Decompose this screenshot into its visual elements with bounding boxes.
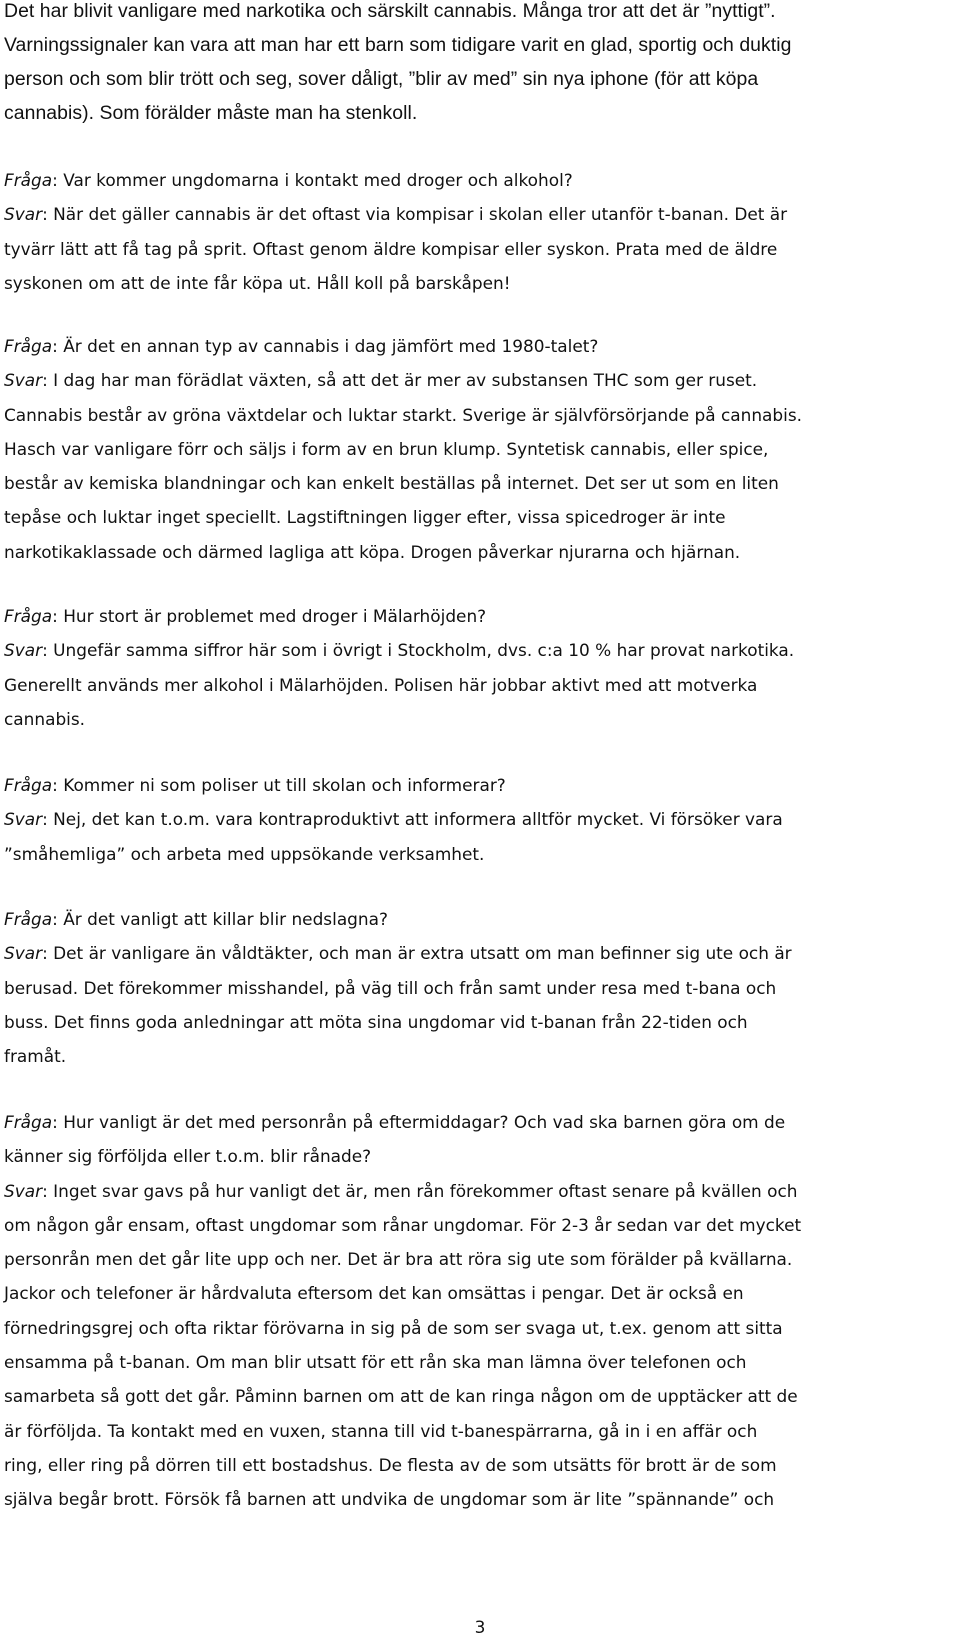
answer: Svar: Inget svar gavs på hur vanligt det är, men rån förekommer oftast senare på kvällen och [4, 1180, 798, 1201]
question: Fråga: Var kommer ungdomarna i kontakt med droger och alkohol? [4, 170, 573, 190]
qa-block-3 [4, 599, 956, 736]
answer-line: tyvärr lätt att få tag på sprit. Oftast genom äldre kompisar eller syskon. Prata med de äldre [4, 238, 778, 259]
intro-line: person och som blir trött och seg, sover dåligt, ”blir av med” sin nya iphone (för att köpa [4, 68, 759, 90]
answer-line: cannabis. [4, 708, 86, 729]
answer: Svar: Ungefär samma siffror här som i övrigt i Stockholm, dvs. c:a 10 % har provat narkotika. [4, 640, 795, 661]
answer-line: Generellt används mer alkohol i Mälarhöjden. Polisen här jobbar aktivt med att motverka [4, 674, 758, 695]
answer-line: samarbeta så gott det går. Påminn barnen om att de kan ringa någon om de upptäcker att de [4, 1386, 798, 1407]
answer-line: Hasch var vanligare förr och säljs i form av en brun klump. Syntetisk cannabis, eller spice, [4, 438, 769, 459]
answer-line: ensamma på t-banan. Om man blir utsatt för ett rån ska man lämna över telefonen och [4, 1352, 747, 1373]
answer-line: om någon går ensam, oftast ungdomar som rånar ungdomar. För 2-3 år sedan var det mycket [4, 1214, 802, 1235]
answer: Svar: I dag har man förädlat växten, så att det är mer av substansen THC som ger ruset. [4, 370, 758, 391]
answer-label: Svar [4, 943, 43, 964]
answer-text: Nej, det kan t.o.m. vara kontraproduktivt att informera alltför mycket. Vi försöker vara [53, 809, 783, 830]
answer-line: narkotikaklassade och därmed lagliga att köpa. Drogen påverkar njurarna och hjärnan. [4, 541, 741, 562]
answer-line: själva begår brott. Försök få barnen att undvika de ungdomar som är lite ”spännande” och [4, 1489, 775, 1510]
question-text: Hur stort är problemet med droger i Mälarhöjden? [63, 606, 487, 626]
intro-line: Det har blivit vanligare med narkotika och särskilt cannabis. Många tror att det är ”nyttigt”. [4, 0, 776, 22]
answer: Svar: När det gäller cannabis är det oftast via kompisar i skolan eller utanför t-banan. Det är [4, 204, 788, 225]
answer-line: ring, eller ring på dörren till ett bostadshus. De flesta av de som utsätts för brott är de som [4, 1454, 777, 1475]
qa-block-5 [4, 902, 956, 1073]
answer-label: Svar [4, 809, 43, 830]
question-text: Hur vanligt är det med personrån på eftermiddagar? Och vad ska barnen göra om de [63, 1112, 786, 1132]
answer: Svar: Nej, det kan t.o.m. vara kontraproduktivt att informera alltför mycket. Vi försöker vara [4, 809, 783, 830]
question-text: Är det en annan typ av cannabis i dag jämfört med 1980-talet? [63, 336, 599, 356]
answer-label: Svar [4, 640, 43, 661]
answer-line: ”småhemliga” och arbeta med uppsökande verksamhet. [4, 843, 485, 864]
answer-text: Det är vanligare än våldtäkter, och man är extra utsatt om man befinner sig ute och är [53, 943, 792, 964]
answer-label: Svar [4, 370, 43, 391]
answer-line: berusad. Det förekommer misshandel, på väg till och från samt under resa med t-bana och [4, 977, 777, 998]
answer-label: Svar [4, 204, 43, 225]
answer-line: tepåse och luktar inget speciellt. Lagstiftningen ligger efter, vissa spicedroger är inte [4, 507, 726, 528]
answer: Svar: Det är vanligare än våldtäkter, och man är extra utsatt om man befinner sig ute och är [4, 943, 792, 964]
page-number: 3 [474, 1618, 486, 1638]
question-line: känner sig förföljda eller t.o.m. blir rånade? [4, 1146, 372, 1167]
question-label: Fråga [4, 606, 53, 626]
question: Fråga: Är det vanligt att killar blir nedslagna? [4, 909, 388, 929]
intro-line: cannabis). Som förälder måste man ha stenkoll. [4, 102, 418, 124]
qa-block-1 [4, 163, 956, 300]
qa-block-6 [4, 1105, 956, 1517]
answer-line: förnedringsgrej och ofta riktar förövarna in sig på de som ser svaga ut, t.ex. genom att sitta [4, 1317, 783, 1338]
question: Fråga: Kommer ni som poliser ut till skolan och informerar? [4, 775, 506, 795]
question-label: Fråga [4, 170, 53, 190]
question-text: Är det vanligt att killar blir nedslagna? [63, 909, 388, 929]
question-text: Kommer ni som poliser ut till skolan och informerar? [63, 775, 506, 795]
answer-line: syskonen om att de inte får köpa ut. Håll koll på barskåpen! [4, 272, 511, 293]
answer-text: När det gäller cannabis är det oftast via kompisar i skolan eller utanför t-banan. Det är [53, 204, 788, 225]
question-label: Fråga [4, 336, 53, 356]
answer-text: Inget svar gavs på hur vanligt det är, men rån förekommer oftast senare på kvällen och [53, 1180, 798, 1201]
answer-line: består av kemiska blandningar och kan enkelt beställas på internet. Det ser ut som en liten [4, 473, 779, 494]
question: Fråga: Hur stort är problemet med droger i Mälarhöjden? [4, 606, 487, 626]
answer-label: Svar [4, 1180, 43, 1201]
intro-line: Varningssignaler kan vara att man har ett barn som tidigare varit en glad, sportig och duktig [4, 34, 792, 56]
qa-block-4 [4, 768, 956, 871]
answer-text: Ungefär samma siffror här som i övrigt i Stockholm, dvs. c:a 10 % har provat narkotika. [53, 640, 795, 661]
answer-line: är förföljda. Ta kontakt med en vuxen, stanna till vid t-banespärrarna, gå in i en affär och [4, 1420, 758, 1441]
answer-line: framåt. [4, 1046, 67, 1067]
question: Fråga: Är det en annan typ av cannabis i dag jämfört med 1980-talet? [4, 336, 599, 356]
question-label: Fråga [4, 775, 53, 795]
question: Fråga: Hur vanligt är det med personrån på eftermiddagar? Och vad ska barnen göra om de [4, 1112, 786, 1132]
answer-line: Cannabis består av gröna växtdelar och luktar starkt. Sverige är självförsörjande på cannabis. [4, 404, 803, 425]
question-label: Fråga [4, 909, 53, 929]
answer-text: I dag har man förädlat växten, så att det är mer av substansen THC som ger ruset. [53, 370, 758, 391]
question-text: Var kommer ungdomarna i kontakt med droger och alkohol? [63, 170, 573, 190]
answer-line: personrån men det går lite upp och ner. Det är bra att röra sig ute som förälder på kvällarna. [4, 1249, 793, 1270]
qa-block-2 [4, 329, 956, 569]
intro-paragraph [4, 0, 956, 130]
answer-line: buss. Det finns goda anledningar att möta sina ungdomar vid t-banan från 22-tiden och [4, 1011, 748, 1032]
answer-line: Jackor och telefoner är hårdvaluta eftersom det kan omsättas i pengar. Det är också en [4, 1283, 744, 1304]
question-label: Fråga [4, 1112, 53, 1132]
